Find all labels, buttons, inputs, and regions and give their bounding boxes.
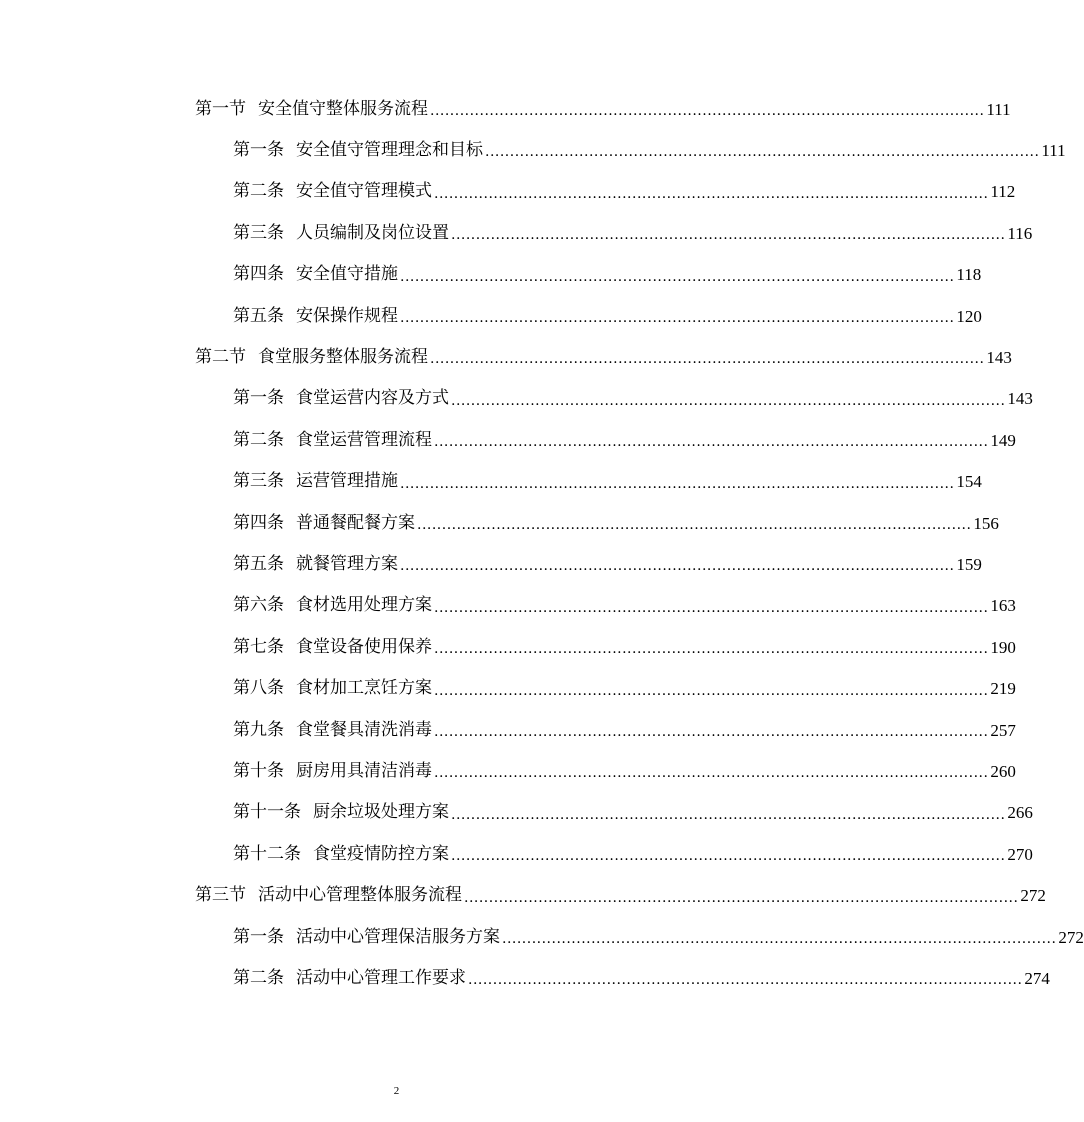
toc-entry-page: 111 <box>1041 140 1066 160</box>
toc-entry[interactable] <box>233 627 1016 667</box>
toc-entry-page: 260 <box>990 761 1016 781</box>
toc-entry-title: 食堂餐具清洗消毒 <box>296 719 432 740</box>
toc-entry-title: 食堂疫情防控方案 <box>313 843 449 864</box>
toc-entry-page: 116 <box>1007 223 1033 243</box>
toc-entry[interactable] <box>233 917 1084 957</box>
page-number: 2 <box>393 1085 400 1097</box>
toc-entry[interactable] <box>233 130 1066 170</box>
toc-entry-number: 第二节 <box>195 346 246 367</box>
toc-entry-page: 112 <box>990 182 1016 202</box>
toc-entry[interactable] <box>233 503 999 543</box>
toc-entry-title: 食材加工烹饪方案 <box>296 678 432 699</box>
toc-dot-leader: ................................................................................................................ <box>451 227 1006 244</box>
toc-entry[interactable] <box>233 669 1016 709</box>
toc-entry-number: 第八条 <box>233 678 284 699</box>
toc-entry-title: 安全值守管理模式 <box>296 181 432 202</box>
toc-dot-leader: ................................................................................................................ <box>485 144 1040 161</box>
toc-entry-title: 食堂运营内容及方式 <box>296 388 449 409</box>
toc-entry[interactable] <box>195 876 1046 916</box>
toc-dot-leader: ................................................................................................................ <box>434 641 989 658</box>
toc-entry-number: 第三条 <box>233 222 284 243</box>
toc-entry[interactable] <box>233 420 1016 460</box>
toc-entry-page: 219 <box>990 679 1016 699</box>
toc-dot-leader: ................................................................................................................ <box>430 351 985 368</box>
toc-entry[interactable] <box>233 462 982 502</box>
toc-entry-number: 第一条 <box>233 139 284 160</box>
toc-entry-number: 第十二条 <box>233 843 301 864</box>
toc-entry-title: 活动中心管理整体服务流程 <box>258 885 462 906</box>
toc-dot-leader: ................................................................................................................ <box>400 475 955 492</box>
toc-entry-title: 活动中心管理工作要求 <box>296 967 466 988</box>
toc-entry-number: 第十条 <box>233 760 284 781</box>
toc-entry-title: 安保操作规程 <box>296 305 398 326</box>
toc-entry[interactable] <box>233 834 1033 874</box>
toc-entry-title: 就餐管理方案 <box>296 553 398 574</box>
toc-entry-number: 第三条 <box>233 471 284 492</box>
toc-dot-leader: ................................................................................................................ <box>434 682 989 699</box>
toc-entry-page: 156 <box>973 513 999 533</box>
toc-entry-title: 人员编制及岗位设置 <box>296 222 449 243</box>
toc-entry[interactable] <box>233 379 1033 419</box>
toc-entry-number: 第十一条 <box>233 802 301 823</box>
toc-entry-page: 272 <box>1020 886 1046 906</box>
toc-dot-leader: ................................................................................................................ <box>430 103 985 119</box>
toc-entry-number: 第五条 <box>233 553 284 574</box>
toc-entry-number: 第一条 <box>233 388 284 409</box>
toc-entry-page: 118 <box>956 265 982 285</box>
toc-dot-leader: ................................................................................................................ <box>417 517 972 533</box>
toc-entry[interactable] <box>233 958 1050 998</box>
toc-entry-number: 第二条 <box>233 181 284 202</box>
toc-entry-title: 厨余垃圾处理方案 <box>313 802 449 823</box>
toc-entry-title: 食材选用处理方案 <box>296 595 432 616</box>
toc-entry-page: 143 <box>1007 389 1033 409</box>
toc-entry-title: 食堂运营管理流程 <box>296 429 432 450</box>
toc-entry-page: 143 <box>986 347 1012 367</box>
toc-entry-title: 厨房用具清洁消毒 <box>296 760 432 781</box>
toc-entry-page: 272 <box>1058 927 1084 947</box>
toc-entry[interactable] <box>233 213 1033 253</box>
toc-entry-page: 274 <box>1024 968 1050 988</box>
toc-entry-title: 安全值守措施 <box>296 264 398 285</box>
toc-entry-page: 190 <box>990 637 1016 657</box>
toc-entry-number: 第三节 <box>195 885 246 906</box>
toc-entry-number: 第七条 <box>233 636 284 657</box>
toc-dot-leader: ................................................................................................................ <box>400 268 955 285</box>
toc-entry-page: 120 <box>956 306 982 326</box>
toc-entry-number: 第四条 <box>233 264 284 285</box>
toc-entry[interactable] <box>233 586 1016 626</box>
toc-dot-leader: ................................................................................................................ <box>400 558 955 575</box>
toc-entry-page: 163 <box>990 596 1016 616</box>
toc-entry-title: 食堂服务整体服务流程 <box>258 346 428 367</box>
toc-entry-page: 159 <box>956 554 982 574</box>
toc-entry-number: 第二条 <box>233 429 284 450</box>
toc-dot-leader: ................................................................................................................ <box>434 434 989 451</box>
toc-entry[interactable] <box>233 296 982 336</box>
toc-entry-page: 270 <box>1007 844 1033 864</box>
toc-dot-leader: ................................................................................................................ <box>468 972 1023 989</box>
toc-dot-leader: ................................................................................................................ <box>464 889 1019 906</box>
toc-entry-page: 154 <box>956 472 982 492</box>
toc-entry-number: 第六条 <box>233 595 284 616</box>
toc-dot-leader: ................................................................................................................ <box>400 310 955 326</box>
toc-entry[interactable] <box>233 544 982 584</box>
toc-entry-number: 第二条 <box>233 967 284 988</box>
toc-entry[interactable] <box>233 172 1016 212</box>
toc-entry-page: 266 <box>1007 803 1033 823</box>
toc-entry-page: 257 <box>990 720 1016 740</box>
toc-entry-number: 第五条 <box>233 305 284 326</box>
toc-entry-title: 食堂设备使用保养 <box>296 636 432 657</box>
toc-dot-leader: ................................................................................................................ <box>434 765 989 782</box>
toc-entry[interactable] <box>233 255 982 295</box>
toc-entry-page: 111 <box>986 99 1011 119</box>
toc-dot-leader: ................................................................................................................ <box>434 599 989 616</box>
toc-entry[interactable] <box>195 89 1011 129</box>
toc-dot-leader: ................................................................................................................ <box>451 392 1006 409</box>
toc-entry[interactable] <box>195 337 1012 377</box>
toc-entry-number: 第一节 <box>195 98 246 119</box>
toc-entry-title: 安全值守整体服务流程 <box>258 98 428 119</box>
toc-entry-title: 活动中心管理保洁服务方案 <box>296 926 500 947</box>
toc-dot-leader: ................................................................................................................ <box>451 848 1006 865</box>
toc-dot-leader: ................................................................................................................ <box>502 931 1057 947</box>
toc-entry[interactable] <box>233 710 1016 750</box>
toc-entry-number: 第四条 <box>233 512 284 533</box>
toc-entry[interactable] <box>233 793 1033 833</box>
toc-dot-leader: ................................................................................................................ <box>434 724 989 740</box>
toc-dot-leader: ................................................................................................................ <box>451 806 1006 823</box>
toc-entry-title: 安全值守管理理念和目标 <box>296 139 483 160</box>
toc-dot-leader: ................................................................................................................ <box>434 185 989 202</box>
toc-entry-number: 第九条 <box>233 719 284 740</box>
toc-entry-page: 149 <box>990 430 1016 450</box>
toc-entry-title: 普通餐配餐方案 <box>296 512 415 533</box>
toc-entry-number: 第一条 <box>233 926 284 947</box>
toc-entry-title: 运营管理措施 <box>296 471 398 492</box>
toc-entry[interactable] <box>233 751 1016 791</box>
